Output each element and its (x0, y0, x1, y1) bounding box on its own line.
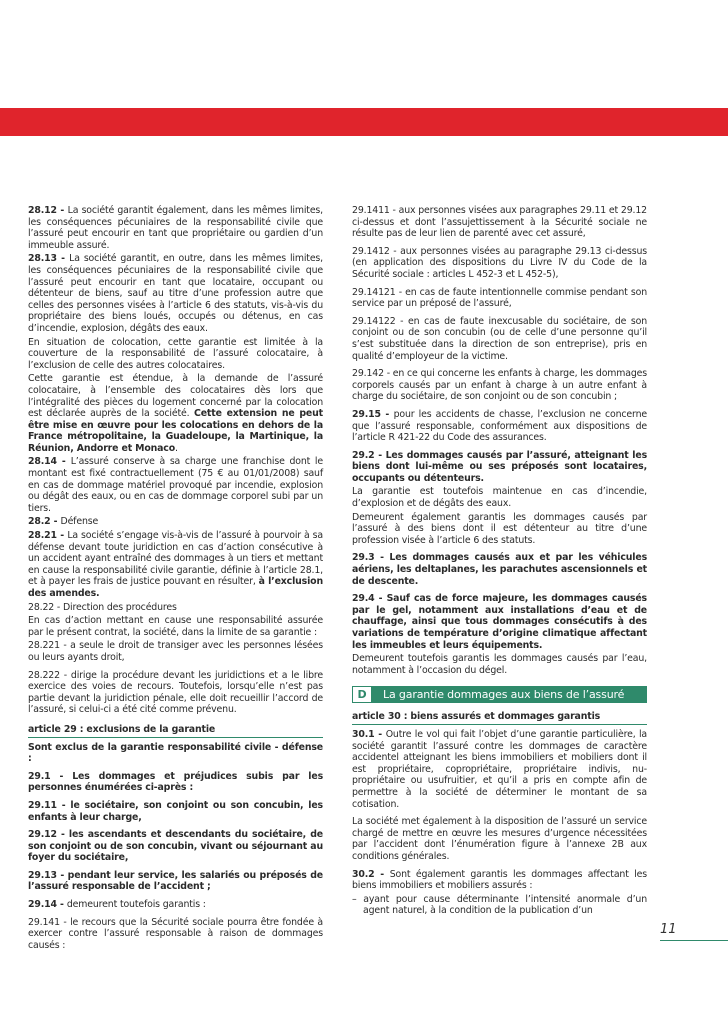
header-red-band (0, 108, 728, 136)
paragraph (28, 516, 323, 528)
paragraph (28, 602, 323, 614)
paragraph (352, 287, 647, 310)
text-run: La garantie est toutefois maintenue en cas d’incendie, d’explosion et de dégâts des eaux. (352, 486, 647, 510)
paragraph (352, 653, 647, 676)
text-run: 29.1 - Les dommages et préjudices subis par les personnes énumérées ci-après : (28, 770, 323, 794)
paragraph (28, 456, 323, 514)
paragraph (28, 205, 323, 251)
text-run: 30.1 - (352, 728, 386, 740)
text-run: Demeurent toutefois garantis les dommages causés par l’eau, notamment à l’occasion du dégel. (352, 653, 647, 676)
paragraph (28, 337, 323, 372)
right-column (352, 205, 647, 919)
page-number: 11 (660, 922, 677, 937)
text-run: article 29 : exclusions de la garantie (28, 723, 216, 735)
text-run: 29.14 - (28, 899, 67, 911)
paragraph (28, 253, 323, 334)
paragraph (352, 816, 647, 862)
text-run: La société s’engage vis-à-vis de l’assuré à pourvoir à sa défense devant toute juridiction en cas d’action consécutive à un accident ayant entraîné des dommages à un tiers et mettant en cause la responsabilité civile garantie, définie à l’article 28.1, et à payer les frais de justice pouvant en résulter, (28, 530, 324, 588)
text-run: 28.13 - (28, 253, 70, 265)
paragraph (28, 771, 323, 794)
text-run: 29.15 - (352, 408, 394, 420)
paragraph (352, 368, 647, 403)
paragraph (28, 530, 323, 600)
paragraph (28, 640, 323, 663)
text-run: 29.1412 - aux personnes visées au paragraphe 29.13 ci-dessus (en application des dispositions du Livre IV du Code de la Sécurité sociale : articles L 452-3 et L 452-5), (352, 245, 647, 280)
text-run: à l’exclusion des amendes. (28, 576, 323, 599)
text-run: 29.2 - Les dommages causés par l’assuré, atteignant les biens dont lui-même ou ses préposés sont locataires, occupants ou détenteurs. (352, 449, 647, 484)
text-run: 28.21 - (28, 530, 68, 542)
paragraph (352, 246, 647, 281)
paragraph (28, 742, 323, 765)
text-run: Outre le vol qui fait l’objet d’une garantie particulière, la société garantit l’assuré contre les dommages de caractère accidentel atteignant les biens immobiliers et mobiliers dont il est propriétaire, copropriétaire, propriétaire indivis, nu-propriétaire ou usufruitier, et qu’il a pris en compte afin de permettre à la société de déterminer le montant de sa cotisation. (352, 728, 647, 810)
text-run: La société garantit également, dans les mêmes limites, les conséquences pécuniaires de la responsabilité civile que l’assuré peut encourir en tant que propriétaire ou gardien d’un immeuble assuré. (28, 205, 323, 251)
section-heading (352, 686, 647, 703)
paragraph (352, 450, 647, 485)
text-run: pour les accidents de chasse, l’exclusion ne concerne que l’assuré responsable, conformément aux dispositions de l’article R 421-22 du Code des assurances. (352, 408, 647, 444)
paragraph (352, 205, 647, 240)
text-run: 28.222 - dirige la procédure devant les juridictions et a le libre exercice des voies de recours. Toutefois, lorsqu’elle n’est pas partie devant la juridiction pénale, elle doit recueillir l’accord de l’assuré, si celui-ci a été cité comme prévenu. (28, 669, 323, 716)
text-run: article 30 : biens assurés et dommages garantis (352, 711, 601, 723)
paragraph (352, 316, 647, 362)
text-run: Cette garantie est étendue, à la demande de l’assuré colocataire, à l’ensemble des colocataires dès lors que l’intégralité des pièces du logement concerné par la colocation est déclarée auprès de la société. (28, 373, 323, 420)
paragraph (352, 869, 647, 892)
text-run: 28.12 - (28, 205, 68, 216)
text-run: Sont exclus de la garantie responsabilité civile - défense : (28, 741, 323, 765)
text-run: Direction des procédures (62, 601, 177, 613)
text-run: 30.2 - (352, 868, 390, 880)
text-run: 29.141 - le recours que la Sécurité sociale pourra être fondée à exercer contre l’assuré responsable à raison de dommages causés : (28, 916, 323, 951)
text-run: demeurent toutefois garantis : (66, 899, 206, 911)
paragraph (352, 729, 647, 810)
paragraph (352, 409, 647, 444)
text-run: La société met également à la disposition de l’assuré un service chargé de mettre en œuvre les mesures d’urgence nécessitées par l’accident dont l’énumération figure à l’annexe 2B aux conditions générales. (352, 816, 647, 862)
paragraph (352, 552, 647, 587)
paragraph (352, 894, 647, 917)
section-letter: D (353, 687, 371, 702)
text-run: Défense (60, 516, 99, 528)
text-run: 28.221 - a seule le droit de transiger avec les personnes lésées ou leurs ayants droit, (28, 640, 323, 663)
text-run: 29.142 - en ce qui concerne les enfants à charge, les dommages corporels causés par un enfant à charge à un autre enfant à charge du sociétaire, de son conjoint ou de son concubin ; (352, 368, 647, 403)
text-run: L’assuré conserve à sa charge une franchise dont le montant est fixé contractuellement (75 € au 01/01/2008) sauf en cas de dommage matériel provoqué par incendie, explosion ou dégât des eaux, ou en cas de dommage corporel subi par un tiers. (28, 456, 323, 514)
text-run: 29.14122 - en cas de faute inexcusable du sociétaire, de son conjoint ou de son concubin (ou de celle d’une personne qu’il s’est substituée dans la direction de son entreprise), pris en qualité d’employeur de la victime. (352, 315, 647, 362)
article-title (352, 711, 647, 725)
text-run: 29.1411 - aux personnes visées aux paragraphes 29.11 et 29.12 ci-dessus et dont l’assujettissement à la Sécurité sociale ne résulte pas de leur lien de parenté avec cet assuré, (352, 205, 647, 240)
paragraph (352, 593, 647, 651)
top-margin (0, 0, 728, 108)
left-column (28, 205, 323, 953)
paragraph (28, 373, 323, 454)
paragraph (352, 512, 647, 547)
text-run: Demeurent également garantis les dommages causés par l’assuré à des biens dont il est détenteur au titre d’une profession visée à l’article 6 des statuts. (352, 511, 647, 546)
paragraph (28, 870, 323, 893)
text-run: Sont également garantis les dommages affectant les biens immobiliers et mobiliers assurés : (352, 868, 647, 892)
text-run: 28.14 - (28, 456, 71, 468)
text-run: 29.13 - pendant leur service, les salariés ou préposés de l’assuré responsable de l’accident ; (28, 869, 323, 893)
text-run: – ayant pour cause déterminante l’intensité anormale d’un agent naturel, à la condition de la publication d’un (352, 893, 647, 917)
page-number-rule (660, 940, 728, 941)
paragraph (352, 486, 647, 509)
article-title (28, 724, 323, 738)
text-run: 29.11 - le sociétaire, son conjoint ou son concubin, les enfants à leur charge, (28, 799, 323, 823)
paragraph (28, 670, 323, 716)
section-title: La garantie dommages aux biens de l’assuré (383, 688, 625, 702)
text-run: En cas d’action mettant en cause une responsabilité assurée par le présent contrat, la société, dans la limite de sa garantie : (28, 615, 323, 638)
paragraph (28, 917, 323, 952)
text-run: En situation de colocation, cette garantie est limitée à la couverture de la responsabilité de l’assuré colocataire, à l’exclusion de celle des autres colocataires. (28, 336, 323, 371)
paragraph (28, 800, 323, 823)
text-run: 29.3 - Les dommages causés aux et par les véhicules aériens, les deltaplanes, les parachutes ascensionnels et de descente. (352, 552, 647, 587)
text-run: Cette extension ne peut être mise en œuvre pour les colocations en dehors de la France métropolitaine, la Guadeloupe, la Martinique, la Réunion, Andorre et Monaco (28, 408, 323, 454)
text-run: 28.2 - (28, 516, 61, 528)
paragraph (28, 899, 323, 911)
text-run: 29.4 - Sauf cas de force majeure, les dommages causés par le gel, notamment aux installations d’eau et de chauffage, ainsi que tous dommages consécutifs à des variations de température d’origine climatique affectant les immeubles et leurs équipements. (352, 593, 647, 651)
text-run: 29.12 - les ascendants et descendants du sociétaire, de son conjoint ou de son concubin, vivant ou séjournant au foyer du sociétaire, (28, 829, 323, 864)
text-run: La société garantit, en outre, dans les mêmes limites, les conséquences pécuniaires de la responsabilité civile que l’assuré peut encourir en tant que locataire, occupant ou détenteur de biens, sauf au titre d’une profession autre que celles des personnes visées à l’article 6 des statuts, vis-à-vis du propriétaire des biens loués, occupés ou détenus, en cas d’incendie, explosion, dégâts des eaux. (28, 253, 323, 334)
paragraph (28, 829, 323, 864)
text-run: . (175, 442, 178, 454)
text-run: 29.14121 - en cas de faute intentionnelle commise pendant son service par un préposé de l’assuré, (352, 286, 647, 310)
text-run: 28.22 - (28, 601, 63, 613)
paragraph (28, 615, 323, 638)
